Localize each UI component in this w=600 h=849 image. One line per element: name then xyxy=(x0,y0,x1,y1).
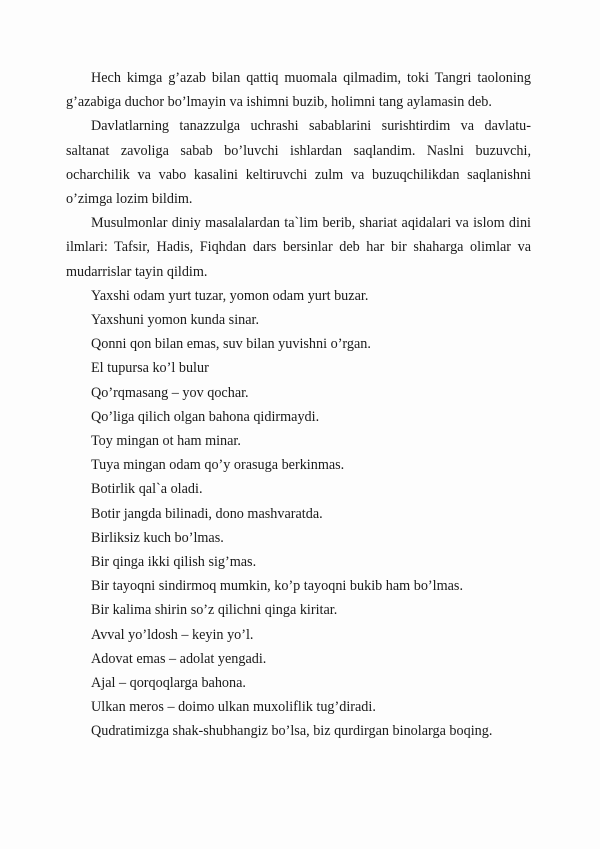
proverb-line: Avval yo’ldosh – keyin yo’l. xyxy=(91,626,254,643)
proverb-line: Qonni qon bilan emas, suv bilan yuvishni o’rgan. xyxy=(91,336,371,353)
proverb-line: Bir tayoqni sindirmoq mumkin, ko’p tayoqni bukib ham bo’lmas. xyxy=(91,578,463,595)
proverb-line: Birliksiz kuch bo’lmas. xyxy=(91,529,224,546)
proverb-line: El tupursa ko’l bulur xyxy=(91,360,209,377)
proverb-line: Qudratimizga shak-shubhangiz bo’lsa, biz qurdirgan binolarga boqing. xyxy=(91,723,493,740)
paragraph-anger: Hech kimga g’azab bilan qattiq muomala qilmadim, toki Tangri taoloning g’azabiga duchor bo’lmayin va ishimni buzib, holimni tang aylamasin deb. xyxy=(66,70,531,111)
proverb-line: Yaxshi odam yurt tuzar, yomon odam yurt buzar. xyxy=(91,287,369,304)
proverb-line: Bir kalima shirin so’z qilichni qinga kiritar. xyxy=(91,602,338,619)
proverb-line: Tuya mingan odam qo’y orasuga berkinmas. xyxy=(91,457,345,474)
proverb-line: Botir jangda bilinadi, dono mashvaratda. xyxy=(91,505,323,522)
proverb-line: Ulkan meros – doimo ulkan muxoliflik tug’diradi. xyxy=(91,699,376,716)
proverb-line: Botirlik qal`a oladi. xyxy=(91,481,203,498)
proverb-line: Ajal – qorqoqlarga bahona. xyxy=(91,675,246,692)
page-content xyxy=(66,66,531,744)
proverb-line: Adovat emas – adolat yengadi. xyxy=(91,650,267,667)
proverb-line: Qo’rqmasang – yov qochar. xyxy=(91,384,249,401)
proverb-line: Bir qinga ikki qilish sig’mas. xyxy=(91,554,257,571)
proverb-line: Yaxshuni yomon kunda sinar. xyxy=(91,312,260,329)
proverb-line: Toy mingan ot ham minar. xyxy=(91,433,241,450)
paragraph-states-decline: Davlatlarning tanazzulga uchrashi sabablarini surishtirdim va davlatu-saltanat zavoliga sabab bo’luvchi ishlardan saqlandim. Naslni buzuvchi, ocharchilik va vabo kasalini keltiruvchi zulm va buzuqchilikdan saqlanishni o’zimga lozim bildim. xyxy=(66,118,531,208)
proverb-line: Qo’liga qilich olgan bahona qidirmaydi. xyxy=(91,408,320,425)
paragraph-scholars: Musulmonlar diniy masalalardan ta`lim berib, shariat aqidalari va islom dini ilmlari: Tafsir, Hadis, Fiqhdan dars bersinlar deb har bir shaharga olimlar va mudarrislar tayin qildim. xyxy=(66,215,531,280)
